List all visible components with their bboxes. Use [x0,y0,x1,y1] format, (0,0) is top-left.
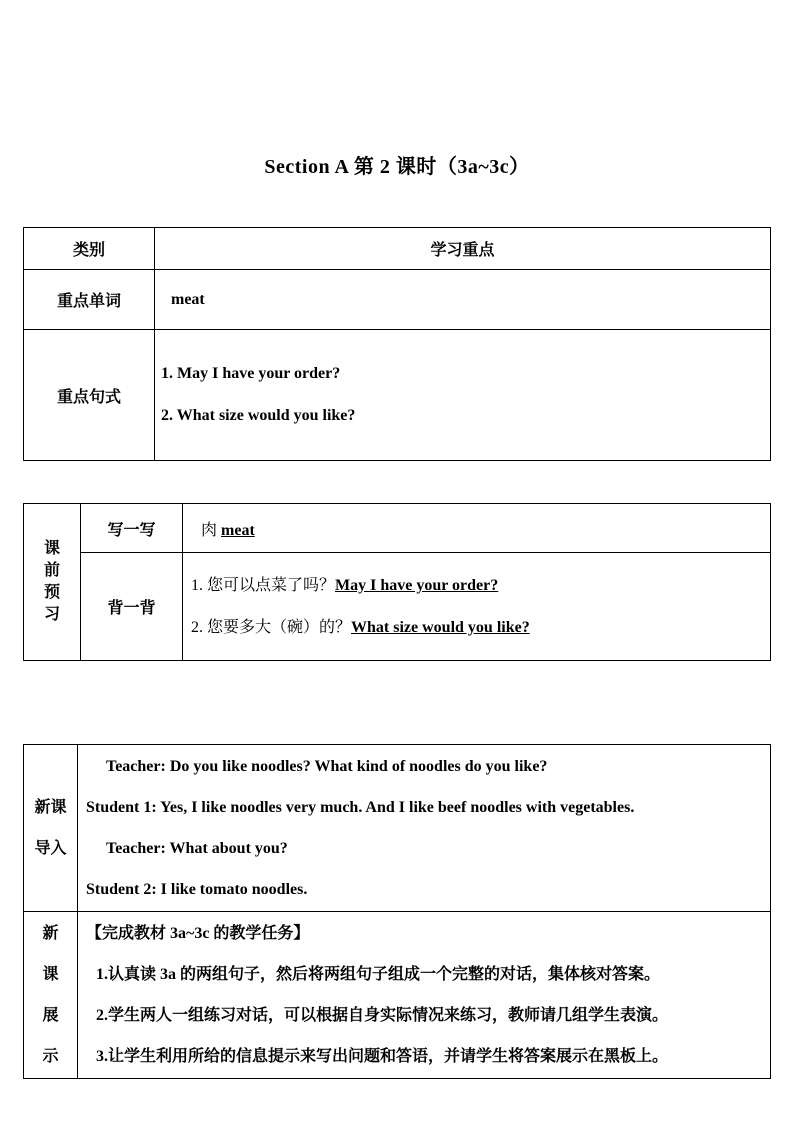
recite-list [183,553,771,661]
recite-answer: May I have your order? [335,576,499,594]
sentence-list [155,330,771,461]
preview-side-label: 课 前 预 习 [24,504,81,661]
header-focus: 学习重点 [155,228,771,270]
show-label: 新 课 展 示 [24,912,78,1079]
write-answer: meat [221,521,255,539]
task-title: 【完成教材 3a~3c 的教学任务】 [86,925,310,942]
task-item: 1.认真读 3a 的两组句子，然后将两组句子组成一个完整的对话，集体核对答案。 [96,966,661,983]
sentence-label: 重点句式 [24,330,155,461]
dialogue-line: Student 2: I like tomato noodles. [86,881,308,898]
vocab-value: meat [155,270,771,330]
dialogue-line: Teacher: Do you like noodles? What kind of noodles do you like? [106,758,548,775]
sentence-item: 2. What size would you like? [161,407,356,424]
task-item: 3.让学生利用所给的信息提示来写出问题和答语，并请学生将答案展示在黑板上。 [96,1048,669,1065]
recite-answer: What size would you like? [351,618,530,636]
task-item: 2.学生两人一组练习对话，可以根据自身实际情况来练习，教师请几组学生表演。 [96,1007,669,1024]
vocab-label: 重点单词 [24,270,155,330]
sentence-item: 1. May I have your order? [161,365,341,382]
dialogue-line: Teacher: What about you? [106,840,288,857]
recite-item: 2. 您要多大（碗）的？What size would you like? [191,618,530,636]
lesson-table [23,744,771,1079]
task-list [78,912,771,1079]
write-row [183,504,771,553]
focus-table [23,227,771,461]
preview-table [23,503,771,661]
recite-item: 1. 您可以点菜了吗？May I have your order? [191,576,499,594]
intro-label: 新课 导入 [24,745,78,912]
write-prompt: 肉 [201,521,218,539]
recite-label: 背一背 [81,553,183,661]
intro-dialogue [78,745,771,912]
write-label: 写一写 [81,504,183,553]
page-title: Section A 第 2 课时（3a~3c） [264,156,530,178]
dialogue-line: Student 1: Yes, I like noodles very much. And I like beef noodles with vegetables. [86,799,635,816]
header-category: 类别 [24,228,155,270]
